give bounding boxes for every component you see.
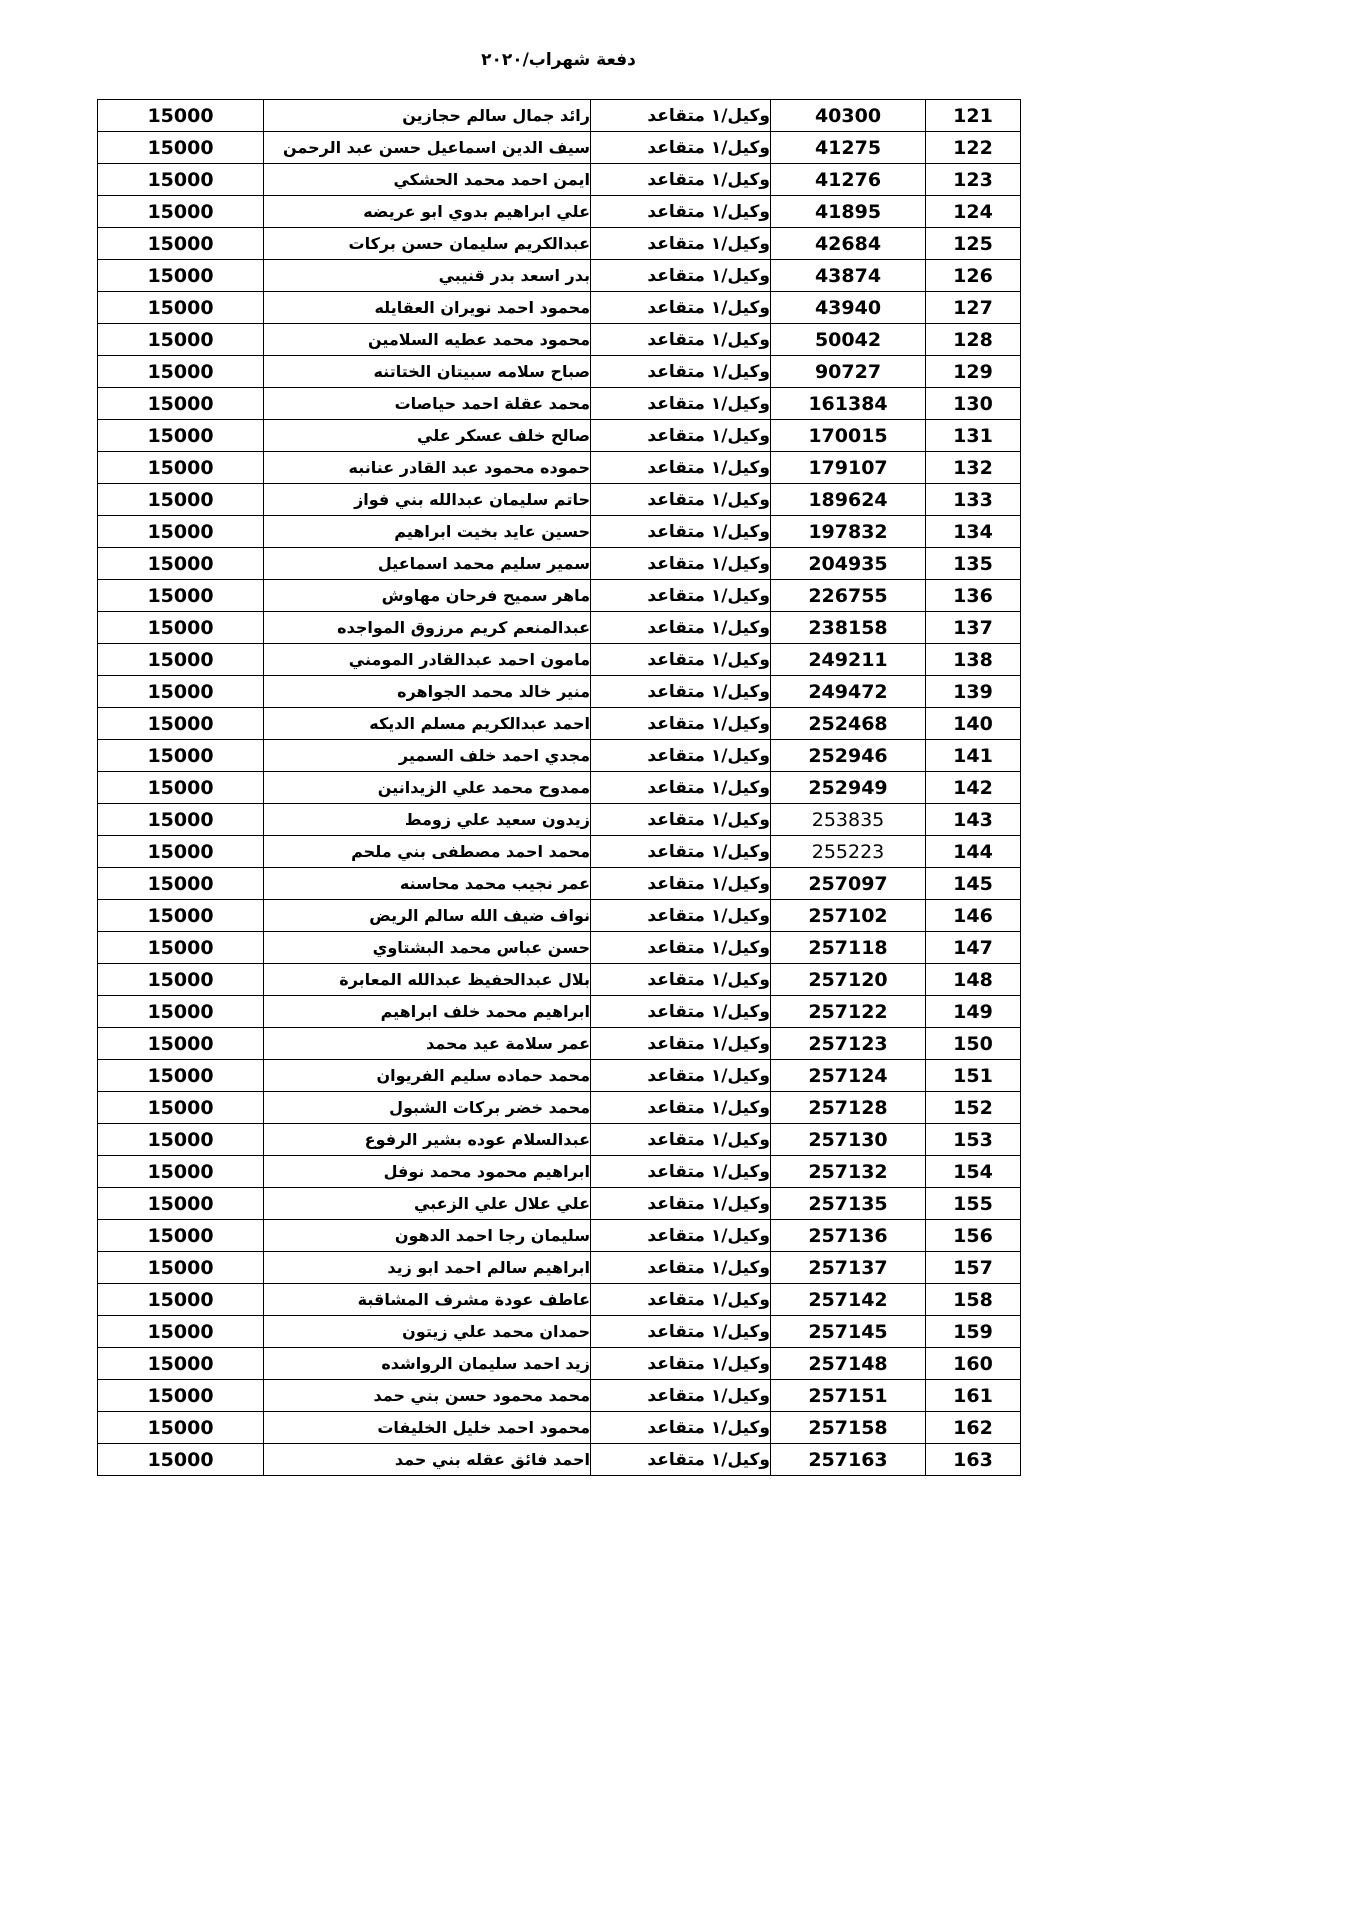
cell-row-number: 146 — [926, 900, 1021, 932]
table-row — [98, 836, 1021, 868]
table-row — [98, 548, 1021, 580]
cell-amount: 15000 — [98, 1188, 264, 1220]
table-row — [98, 1412, 1021, 1444]
cell-row-number: 139 — [926, 676, 1021, 708]
cell-row-number: 159 — [926, 1316, 1021, 1348]
table-row — [98, 612, 1021, 644]
cell-name: محمد حماده سليم الفريوان — [264, 1060, 591, 1092]
table-row — [98, 388, 1021, 420]
table-row — [98, 1220, 1021, 1252]
cell-rank: وكيل/١ متقاعد — [591, 836, 771, 868]
cell-amount: 15000 — [98, 964, 264, 996]
cell-id-number: 170015 — [771, 420, 926, 452]
cell-amount: 15000 — [98, 420, 264, 452]
cell-row-number: 157 — [926, 1252, 1021, 1284]
cell-row-number: 145 — [926, 868, 1021, 900]
cell-id-number: 257163 — [771, 1444, 926, 1476]
cell-name: صالح خلف عسكر علي — [264, 420, 591, 452]
table-row — [98, 644, 1021, 676]
cell-name: عبدالمنعم كريم مرزوق المواجده — [264, 612, 591, 644]
cell-row-number: 133 — [926, 484, 1021, 516]
cell-rank: وكيل/١ متقاعد — [591, 900, 771, 932]
cell-id-number: 161384 — [771, 388, 926, 420]
cell-id-number: 226755 — [771, 580, 926, 612]
cell-amount: 15000 — [98, 1252, 264, 1284]
table-row — [98, 228, 1021, 260]
cell-row-number: 122 — [926, 132, 1021, 164]
cell-amount: 15000 — [98, 164, 264, 196]
cell-name: حموده محمود عبد القادر عنانبه — [264, 452, 591, 484]
cell-name: رائد جمال سالم حجازين — [264, 100, 591, 132]
cell-amount: 15000 — [98, 1124, 264, 1156]
cell-amount: 15000 — [98, 356, 264, 388]
cell-name: محمد محمود حسن بني حمد — [264, 1380, 591, 1412]
cell-rank: وكيل/١ متقاعد — [591, 1252, 771, 1284]
cell-name: محمود محمد عطيه السلامين — [264, 324, 591, 356]
cell-id-number: 41275 — [771, 132, 926, 164]
cell-name: ابراهيم محمد خلف ابراهيم — [264, 996, 591, 1028]
table-row — [98, 484, 1021, 516]
cell-row-number: 163 — [926, 1444, 1021, 1476]
cell-amount: 15000 — [98, 1380, 264, 1412]
payment-table — [97, 99, 1021, 1476]
cell-name: محمود احمد نويران العقايله — [264, 292, 591, 324]
cell-rank: وكيل/١ متقاعد — [591, 420, 771, 452]
cell-row-number: 126 — [926, 260, 1021, 292]
cell-id-number: 252946 — [771, 740, 926, 772]
table-row — [98, 132, 1021, 164]
cell-amount: 15000 — [98, 324, 264, 356]
cell-rank: وكيل/١ متقاعد — [591, 1284, 771, 1316]
cell-name: منير خالد محمد الجواهره — [264, 676, 591, 708]
cell-name: حسن عباس محمد البشتاوي — [264, 932, 591, 964]
cell-amount: 15000 — [98, 612, 264, 644]
cell-row-number: 128 — [926, 324, 1021, 356]
table-row — [98, 100, 1021, 132]
cell-id-number: 41895 — [771, 196, 926, 228]
cell-row-number: 144 — [926, 836, 1021, 868]
cell-amount: 15000 — [98, 580, 264, 612]
cell-row-number: 143 — [926, 804, 1021, 836]
cell-name: ماهر سميح فرحان مهاوش — [264, 580, 591, 612]
cell-rank: وكيل/١ متقاعد — [591, 388, 771, 420]
cell-amount: 15000 — [98, 708, 264, 740]
cell-amount: 15000 — [98, 1348, 264, 1380]
cell-name: عبدالكريم سليمان حسن بركات — [264, 228, 591, 260]
cell-rank: وكيل/١ متقاعد — [591, 964, 771, 996]
cell-rank: وكيل/١ متقاعد — [591, 100, 771, 132]
cell-amount: 15000 — [98, 228, 264, 260]
table-row — [98, 804, 1021, 836]
cell-rank: وكيل/١ متقاعد — [591, 196, 771, 228]
cell-name: احمد عبدالكريم مسلم الديكه — [264, 708, 591, 740]
table-row — [98, 740, 1021, 772]
cell-row-number: 150 — [926, 1028, 1021, 1060]
cell-amount: 15000 — [98, 836, 264, 868]
table-row — [98, 1188, 1021, 1220]
cell-rank: وكيل/١ متقاعد — [591, 612, 771, 644]
cell-id-number: 257137 — [771, 1252, 926, 1284]
cell-id-number: 257124 — [771, 1060, 926, 1092]
cell-rank: وكيل/١ متقاعد — [591, 484, 771, 516]
table-row — [98, 1252, 1021, 1284]
cell-amount: 15000 — [98, 1092, 264, 1124]
cell-name: صباح سلامه سبيتان الختاتنه — [264, 356, 591, 388]
cell-name: محمد خضر بركات الشبول — [264, 1092, 591, 1124]
table-row — [98, 452, 1021, 484]
table-row — [98, 772, 1021, 804]
cell-row-number: 153 — [926, 1124, 1021, 1156]
cell-row-number: 136 — [926, 580, 1021, 612]
cell-rank: وكيل/١ متقاعد — [591, 1188, 771, 1220]
cell-name: زيد احمد سليمان الرواشده — [264, 1348, 591, 1380]
table-row — [98, 964, 1021, 996]
cell-id-number: 252949 — [771, 772, 926, 804]
cell-row-number: 140 — [926, 708, 1021, 740]
cell-amount: 15000 — [98, 516, 264, 548]
cell-rank: وكيل/١ متقاعد — [591, 548, 771, 580]
cell-name: محمود احمد خليل الخليفات — [264, 1412, 591, 1444]
cell-amount: 15000 — [98, 1316, 264, 1348]
cell-row-number: 141 — [926, 740, 1021, 772]
cell-id-number: 43874 — [771, 260, 926, 292]
cell-rank: وكيل/١ متقاعد — [591, 516, 771, 548]
cell-rank: وكيل/١ متقاعد — [591, 356, 771, 388]
cell-rank: وكيل/١ متقاعد — [591, 1124, 771, 1156]
cell-rank: وكيل/١ متقاعد — [591, 772, 771, 804]
cell-name: زيدون سعيد علي زومط — [264, 804, 591, 836]
cell-name: بلال عبدالحفيظ عبدالله المعابرة — [264, 964, 591, 996]
cell-amount: 15000 — [98, 196, 264, 228]
cell-amount: 15000 — [98, 1220, 264, 1252]
cell-amount: 15000 — [98, 484, 264, 516]
cell-rank: وكيل/١ متقاعد — [591, 260, 771, 292]
cell-rank: وكيل/١ متقاعد — [591, 132, 771, 164]
cell-amount: 15000 — [98, 740, 264, 772]
cell-name: محمد احمد مصطفى بني ملحم — [264, 836, 591, 868]
table-row — [98, 420, 1021, 452]
cell-rank: وكيل/١ متقاعد — [591, 164, 771, 196]
table-row — [98, 324, 1021, 356]
cell-amount: 15000 — [98, 132, 264, 164]
cell-row-number: 152 — [926, 1092, 1021, 1124]
table-row — [98, 932, 1021, 964]
cell-row-number: 137 — [926, 612, 1021, 644]
cell-id-number: 43940 — [771, 292, 926, 324]
cell-name: علي علال علي الزعبي — [264, 1188, 591, 1220]
table-row — [98, 292, 1021, 324]
cell-rank: وكيل/١ متقاعد — [591, 1444, 771, 1476]
table-row — [98, 196, 1021, 228]
cell-amount: 15000 — [98, 804, 264, 836]
cell-name: ممدوح محمد علي الزيدانين — [264, 772, 591, 804]
cell-id-number: 257136 — [771, 1220, 926, 1252]
cell-rank: وكيل/١ متقاعد — [591, 1412, 771, 1444]
cell-rank: وكيل/١ متقاعد — [591, 676, 771, 708]
cell-row-number: 147 — [926, 932, 1021, 964]
cell-name: ابراهيم سالم احمد ابو زيد — [264, 1252, 591, 1284]
cell-row-number: 129 — [926, 356, 1021, 388]
cell-amount: 15000 — [98, 900, 264, 932]
cell-row-number: 155 — [926, 1188, 1021, 1220]
cell-rank: وكيل/١ متقاعد — [591, 1028, 771, 1060]
cell-id-number: 257097 — [771, 868, 926, 900]
cell-id-number: 238158 — [771, 612, 926, 644]
table-row — [98, 580, 1021, 612]
cell-amount: 15000 — [98, 1412, 264, 1444]
cell-amount: 15000 — [98, 1444, 264, 1476]
cell-id-number: 257120 — [771, 964, 926, 996]
cell-id-number: 257130 — [771, 1124, 926, 1156]
cell-name: عاطف عودة مشرف المشاقبة — [264, 1284, 591, 1316]
cell-rank: وكيل/١ متقاعد — [591, 452, 771, 484]
cell-name: حاتم سليمان عبدالله بني فواز — [264, 484, 591, 516]
cell-id-number: 42684 — [771, 228, 926, 260]
cell-id-number: 257132 — [771, 1156, 926, 1188]
page-title: دفعة شهراب/٢٠٢٠ — [481, 50, 636, 70]
cell-id-number: 257148 — [771, 1348, 926, 1380]
cell-row-number: 151 — [926, 1060, 1021, 1092]
cell-id-number: 50042 — [771, 324, 926, 356]
cell-row-number: 162 — [926, 1412, 1021, 1444]
cell-name: مامون احمد عبدالقادر المومني — [264, 644, 591, 676]
cell-name: حمدان محمد علي زيتون — [264, 1316, 591, 1348]
table-row — [98, 1028, 1021, 1060]
cell-row-number: 161 — [926, 1380, 1021, 1412]
table-row — [98, 900, 1021, 932]
cell-id-number: 257142 — [771, 1284, 926, 1316]
cell-row-number: 156 — [926, 1220, 1021, 1252]
cell-name: عمر نجيب محمد محاسنه — [264, 868, 591, 900]
cell-amount: 15000 — [98, 996, 264, 1028]
cell-id-number: 41276 — [771, 164, 926, 196]
table-row — [98, 1444, 1021, 1476]
cell-amount: 15000 — [98, 548, 264, 580]
cell-id-number: 189624 — [771, 484, 926, 516]
table-row — [98, 164, 1021, 196]
cell-name: احمد فائق عقله بني حمد — [264, 1444, 591, 1476]
cell-row-number: 158 — [926, 1284, 1021, 1316]
cell-row-number: 142 — [926, 772, 1021, 804]
cell-row-number: 121 — [926, 100, 1021, 132]
cell-id-number: 204935 — [771, 548, 926, 580]
cell-name: سيف الدين اسماعيل حسن عبد الرحمن — [264, 132, 591, 164]
table-row — [98, 1092, 1021, 1124]
cell-row-number: 160 — [926, 1348, 1021, 1380]
cell-name: علي ابراهيم بدوي ابو عريضه — [264, 196, 591, 228]
cell-id-number: 257128 — [771, 1092, 926, 1124]
table-row — [98, 356, 1021, 388]
cell-row-number: 154 — [926, 1156, 1021, 1188]
table-row — [98, 1380, 1021, 1412]
cell-id-number: 253835 — [771, 804, 926, 836]
cell-amount: 15000 — [98, 932, 264, 964]
cell-id-number: 249211 — [771, 644, 926, 676]
cell-amount: 15000 — [98, 388, 264, 420]
cell-rank: وكيل/١ متقاعد — [591, 932, 771, 964]
cell-row-number: 127 — [926, 292, 1021, 324]
cell-rank: وكيل/١ متقاعد — [591, 740, 771, 772]
cell-row-number: 148 — [926, 964, 1021, 996]
cell-name: عبدالسلام عوده بشير الرفوع — [264, 1124, 591, 1156]
cell-row-number: 130 — [926, 388, 1021, 420]
cell-id-number: 255223 — [771, 836, 926, 868]
cell-id-number: 257135 — [771, 1188, 926, 1220]
cell-rank: وكيل/١ متقاعد — [591, 1348, 771, 1380]
cell-rank: وكيل/١ متقاعد — [591, 1380, 771, 1412]
cell-rank: وكيل/١ متقاعد — [591, 868, 771, 900]
cell-row-number: 131 — [926, 420, 1021, 452]
cell-id-number: 197832 — [771, 516, 926, 548]
cell-amount: 15000 — [98, 1284, 264, 1316]
cell-name: محمد عقلة احمد حياصات — [264, 388, 591, 420]
cell-id-number: 249472 — [771, 676, 926, 708]
table-row — [98, 708, 1021, 740]
cell-rank: وكيل/١ متقاعد — [591, 708, 771, 740]
cell-id-number: 90727 — [771, 356, 926, 388]
cell-id-number: 252468 — [771, 708, 926, 740]
cell-id-number: 257118 — [771, 932, 926, 964]
table-row — [98, 1156, 1021, 1188]
cell-rank: وكيل/١ متقاعد — [591, 228, 771, 260]
cell-row-number: 123 — [926, 164, 1021, 196]
table-row — [98, 516, 1021, 548]
cell-row-number: 134 — [926, 516, 1021, 548]
table-row — [98, 868, 1021, 900]
cell-row-number: 149 — [926, 996, 1021, 1028]
cell-name: عمر سلامة عيد محمد — [264, 1028, 591, 1060]
cell-row-number: 138 — [926, 644, 1021, 676]
cell-amount: 15000 — [98, 452, 264, 484]
cell-id-number: 179107 — [771, 452, 926, 484]
cell-id-number: 257151 — [771, 1380, 926, 1412]
cell-name: بدر اسعد بدر قنيبي — [264, 260, 591, 292]
table-row — [98, 260, 1021, 292]
cell-rank: وكيل/١ متقاعد — [591, 1156, 771, 1188]
cell-id-number: 257158 — [771, 1412, 926, 1444]
cell-id-number: 257123 — [771, 1028, 926, 1060]
cell-rank: وكيل/١ متقاعد — [591, 804, 771, 836]
cell-name: مجدي احمد خلف السمير — [264, 740, 591, 772]
cell-id-number: 40300 — [771, 100, 926, 132]
cell-row-number: 124 — [926, 196, 1021, 228]
table-row — [98, 1316, 1021, 1348]
cell-amount: 15000 — [98, 1060, 264, 1092]
cell-amount: 15000 — [98, 644, 264, 676]
cell-name: سليمان رجا احمد الدهون — [264, 1220, 591, 1252]
table-row — [98, 1124, 1021, 1156]
table-row — [98, 1348, 1021, 1380]
table-row — [98, 676, 1021, 708]
cell-name: نواف ضيف الله سالم الريض — [264, 900, 591, 932]
cell-rank: وكيل/١ متقاعد — [591, 580, 771, 612]
cell-amount: 15000 — [98, 1028, 264, 1060]
cell-amount: 15000 — [98, 260, 264, 292]
cell-amount: 15000 — [98, 292, 264, 324]
cell-amount: 15000 — [98, 676, 264, 708]
cell-rank: وكيل/١ متقاعد — [591, 996, 771, 1028]
cell-amount: 15000 — [98, 868, 264, 900]
cell-rank: وكيل/١ متقاعد — [591, 324, 771, 356]
cell-name: ابراهيم محمود محمد نوفل — [264, 1156, 591, 1188]
table-body — [98, 100, 1021, 1476]
cell-name: سمير سليم محمد اسماعيل — [264, 548, 591, 580]
cell-rank: وكيل/١ متقاعد — [591, 1220, 771, 1252]
cell-rank: وكيل/١ متقاعد — [591, 292, 771, 324]
cell-id-number: 257122 — [771, 996, 926, 1028]
cell-rank: وكيل/١ متقاعد — [591, 1316, 771, 1348]
table-row — [98, 996, 1021, 1028]
table-row — [98, 1284, 1021, 1316]
table-row — [98, 1060, 1021, 1092]
cell-amount: 15000 — [98, 772, 264, 804]
cell-rank: وكيل/١ متقاعد — [591, 1092, 771, 1124]
cell-row-number: 135 — [926, 548, 1021, 580]
cell-id-number: 257145 — [771, 1316, 926, 1348]
cell-id-number: 257102 — [771, 900, 926, 932]
cell-row-number: 132 — [926, 452, 1021, 484]
cell-amount: 15000 — [98, 100, 264, 132]
cell-row-number: 125 — [926, 228, 1021, 260]
cell-rank: وكيل/١ متقاعد — [591, 1060, 771, 1092]
cell-name: ايمن احمد محمد الحشكي — [264, 164, 591, 196]
cell-name: حسين عايد بخيت ابراهيم — [264, 516, 591, 548]
cell-amount: 15000 — [98, 1156, 264, 1188]
cell-rank: وكيل/١ متقاعد — [591, 644, 771, 676]
